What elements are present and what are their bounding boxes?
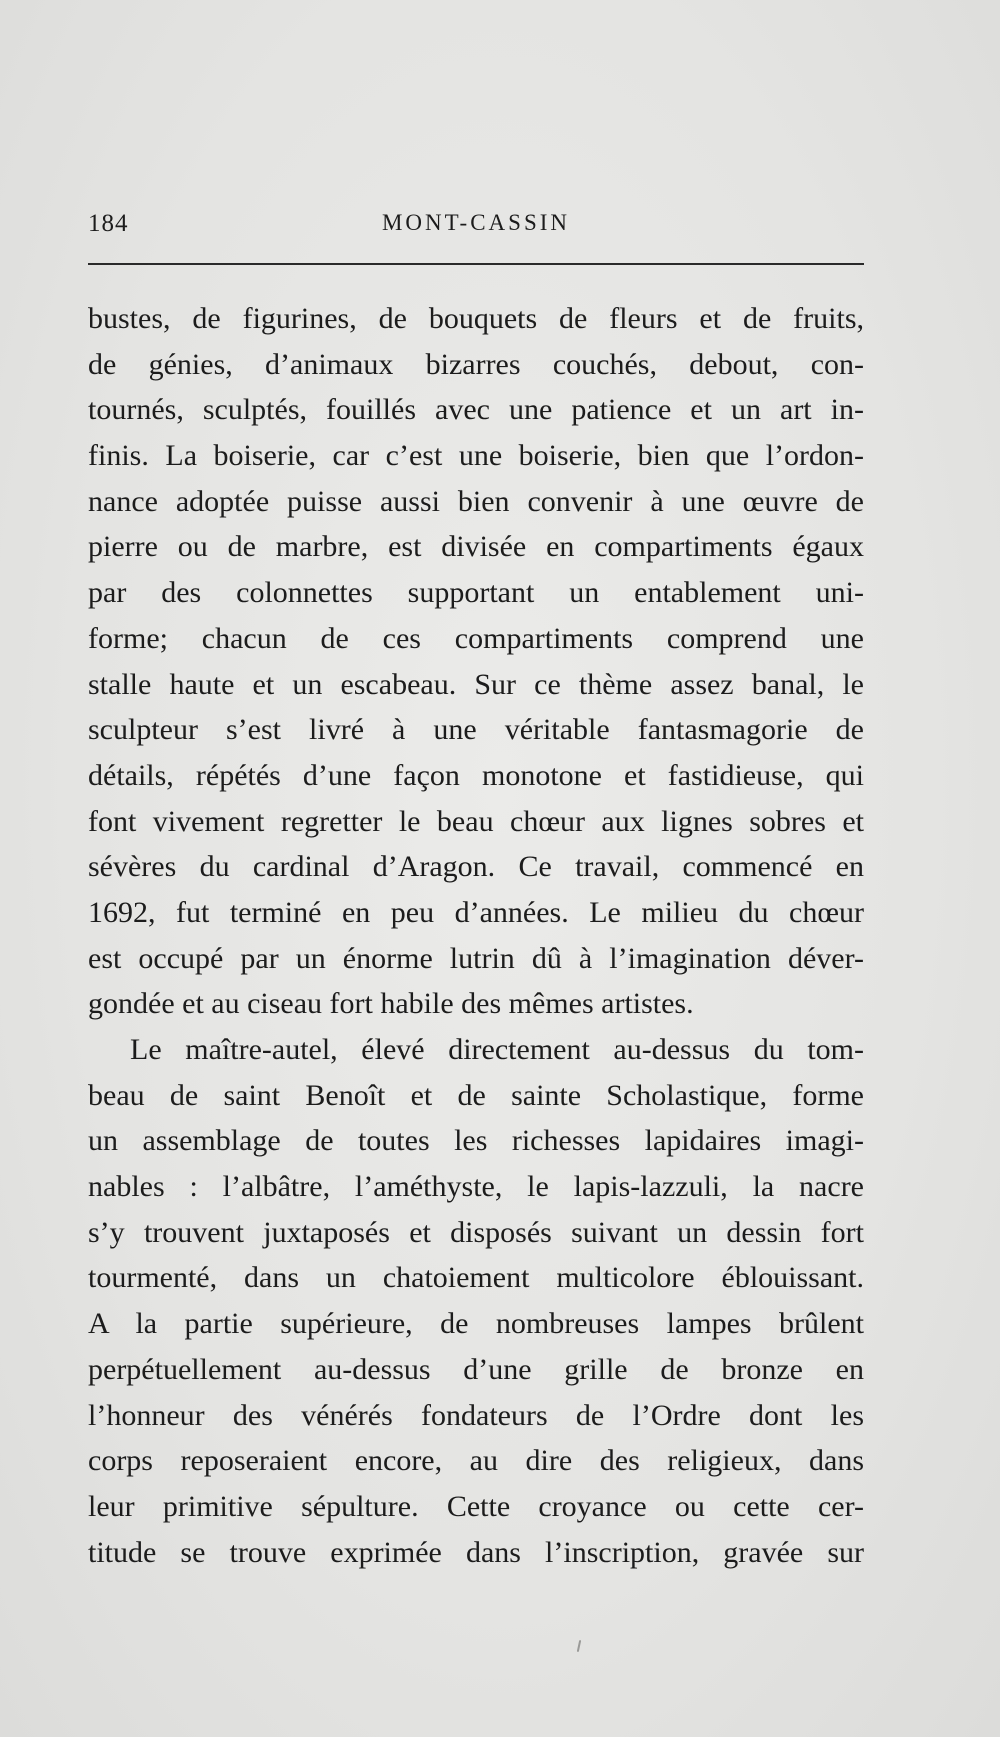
text-line: sévères du cardinal d’Aragon. Ce travail, commencé en [88, 850, 864, 884]
text-line: pierre ou de marbre, est divisée en compartiments égaux [88, 530, 864, 564]
text-line: beau de saint Benoît et de sainte Scholastique, forme [88, 1078, 864, 1112]
text-line: s’y trouvent juxtaposés et disposés suivant un dessin fort [88, 1215, 864, 1249]
text-line: corps reposeraient encore, au dire des religieux, dans [88, 1444, 864, 1478]
text-line: perpétuellement au-dessus d’une grille de bronze en [88, 1352, 864, 1386]
text-line: 1692, fut terminé en peu d’années. Le milieu du chœur [88, 895, 864, 929]
text-line: stalle haute et un escabeau. Sur ce thème assez banal, le [88, 667, 864, 701]
text-line: par des colonnettes supportant un entablement uni- [88, 576, 864, 610]
text-line: bustes, de figurines, de bouquets de fleurs et de fruits, [88, 302, 864, 335]
text-line: nance adoptée puisse aussi bien convenir à une œuvre de [88, 484, 864, 518]
header-rule [88, 263, 864, 265]
text-line: de génies, d’animaux bizarres couchés, debout, con- [88, 347, 864, 381]
text-line: est occupé par un énorme lutrin dû à l’imagination déver- [88, 941, 864, 975]
text-line: nables : l’albâtre, l’améthyste, le lapis-lazzuli, la nacre [88, 1170, 864, 1204]
paragraph-start-line: Le maître-autel, élevé directement au-dessus du tom- [130, 1033, 864, 1066]
text-line: sculpteur s’est livré à une véritable fantasmagorie de [88, 713, 864, 747]
text-line: tournés, sculptés, fouillés avec une patience et un art in- [88, 393, 864, 427]
page-header [88, 210, 864, 250]
text-line: font vivement regretter le beau chœur aux lignes sobres et [88, 804, 864, 838]
text-line: leur primitive sépulture. Cette croyance ou cette cer- [88, 1489, 864, 1523]
text-line: A la partie supérieure, de nombreuses lampes brûlent [88, 1307, 864, 1341]
paper-speck [577, 1640, 581, 1652]
text-line: titude se trouve exprimée dans l’inscription, gravée sur [88, 1535, 864, 1569]
text-line: tourmenté, dans un chatoiement multicolore éblouissant. [88, 1261, 864, 1295]
text-line: finis. La boiserie, car c’est une boiserie, bien que l’ordon- [88, 439, 864, 473]
paragraph-end-line: gondée et au ciseau fort habile des mêmes artistes. [88, 987, 694, 1021]
text-line: détails, répétés d’une façon monotone et fastidieuse, qui [88, 758, 864, 792]
running-title: MONT-CASSIN [381, 210, 571, 235]
text-line: forme; chacun de ces compartiments comprend une [88, 621, 864, 655]
page-number: 184 [88, 210, 129, 237]
text-line: un assemblage de toutes les richesses lapidaires imagi- [88, 1124, 864, 1158]
text-line: l’honneur des vénérés fondateurs de l’Ordre dont les [88, 1398, 864, 1432]
body-text [88, 296, 864, 1575]
